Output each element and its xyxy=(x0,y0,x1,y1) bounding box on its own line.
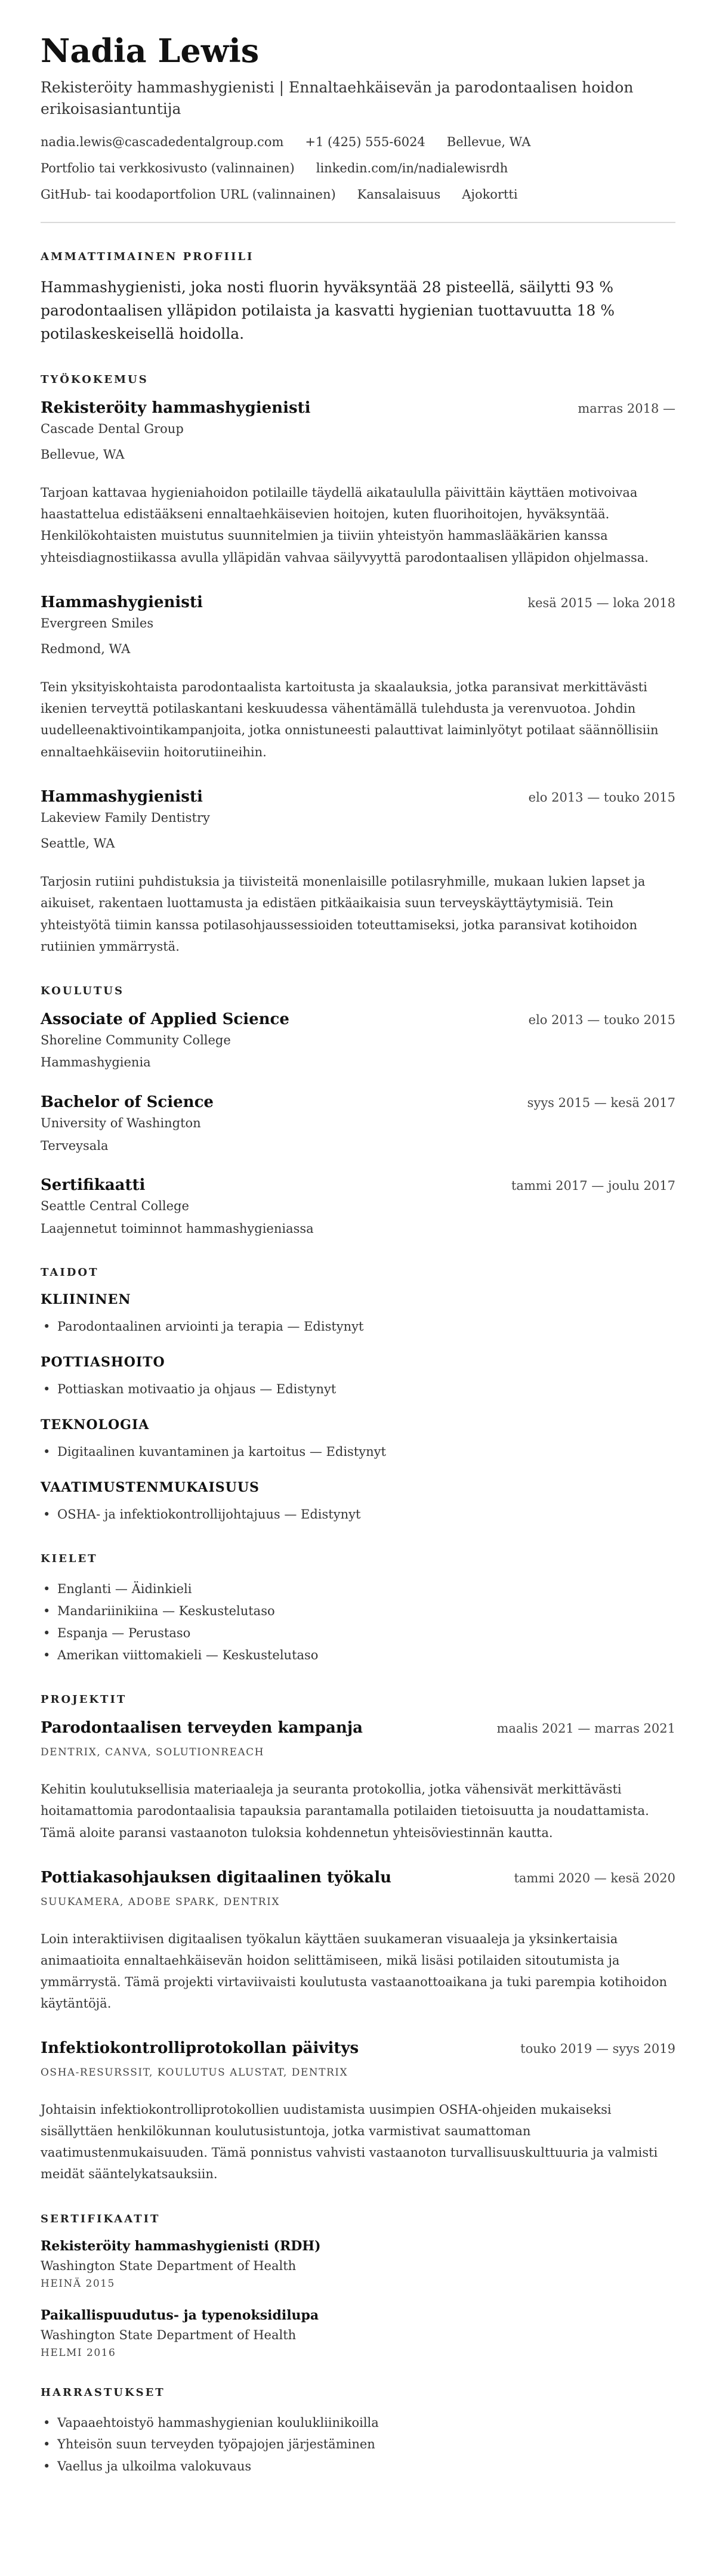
skill-group xyxy=(41,1480,675,1526)
certification-issuer: Washington State Department of Health xyxy=(41,2327,297,2342)
portfolio-link[interactable]: Portfolio tai verkkosivusto (valinnainen) xyxy=(41,161,295,176)
license-text: Ajokortti xyxy=(462,187,518,202)
skill-category: POTTIASHOITO xyxy=(41,1355,165,1371)
project-name: Infektiokontrolliprotokollan päivitys xyxy=(41,2039,359,2058)
job-title: Hammashygienisti xyxy=(41,593,203,611)
education-entry xyxy=(41,1176,675,1239)
company-name: Cascade Dental Group xyxy=(41,421,184,436)
school-name: Shoreline Community College xyxy=(41,1032,231,1047)
school-name: Seattle Central College xyxy=(41,1199,189,1214)
section-title: SERTIFIKAATIT xyxy=(41,2212,161,2225)
project-name: Pottiakasohjauksen digitaalinen työkalu xyxy=(41,1868,392,1887)
company-name: Lakeview Family Dentistry xyxy=(41,810,210,825)
language-item: • Englanti — Äidinkieli xyxy=(41,1578,675,1600)
job-description: Tarjoan kattavaa hygieniahoidon potilaille täydellä aikataululla päivittäin käyttäen motivoivaa haastattelua edistääkseni ennaltaehkäisevien hoitojen, kuten fluorihoitojen, hyväksyntää. Henkilökohtaisten muistutus suunnitelmien ja tiiviin yhteistyön hammaslääkärien kanssa yhteisdiagnostiikassa avulla ylläpidän vahvaa säilyvyyttä parodontaalisen ylläpidon ohjelmassa. xyxy=(41,485,649,565)
company-name: Evergreen Smiles xyxy=(41,616,154,630)
experience-entry xyxy=(41,399,675,568)
education-entry xyxy=(41,1093,675,1156)
links-row xyxy=(41,161,675,175)
field-of-study: Hammashygienia xyxy=(41,1055,151,1070)
linkedin-link[interactable]: linkedin.com/in/nadialewisrdh xyxy=(316,161,508,176)
header-divider xyxy=(41,222,675,223)
certification-name: Paikallispuudutus- ja typenoksidilupa xyxy=(41,2307,319,2323)
section-title: KIELET xyxy=(41,1553,98,1566)
resume-header xyxy=(41,33,675,202)
location-text: Bellevue, WA xyxy=(446,135,531,150)
experience-entry xyxy=(41,788,675,957)
project-entry xyxy=(41,1869,675,2014)
degree-title: Bachelor of Science xyxy=(41,1093,214,1111)
section-title: TAIDOT xyxy=(41,1266,99,1279)
project-entry xyxy=(41,2039,675,2185)
certification-entry xyxy=(41,2308,675,2359)
projects-section xyxy=(41,1693,675,2185)
job-title: Rekisteröity hammashygienisti xyxy=(41,398,311,417)
education-section xyxy=(41,985,675,1239)
section-title: TYÖKOKEMUS xyxy=(41,373,149,386)
skills-section xyxy=(41,1266,675,1525)
job-dates: marras 2018 — xyxy=(578,401,675,416)
job-location: Seattle, WA xyxy=(41,836,115,851)
phone-text: +1 (425) 555-6024 xyxy=(305,135,425,150)
certification-date: HELMI 2016 xyxy=(41,2346,116,2359)
language-item: • Espanja — Perustaso xyxy=(41,1622,675,1644)
citizenship-text: Kansalaisuus xyxy=(357,187,441,202)
section-title: AMMATTIMAINEN PROFIILI xyxy=(41,251,254,264)
skill-category: VAATIMUSTENMUKAISUUS xyxy=(41,1479,260,1495)
project-tech: DENTRIX, CANVA, SOLUTIONREACH xyxy=(41,1746,264,1759)
profile-section xyxy=(41,251,675,345)
education-entry xyxy=(41,1010,675,1073)
headline: Rekisteröity hammashygienisti | Ennaltaehkäisevän ja parodontaalisen hoidon erikoisasiantuntija xyxy=(41,79,634,117)
education-dates: tammi 2017 — joulu 2017 xyxy=(511,1179,675,1193)
skill-item: • OSHA- ja infektiokontrollijohtajuus — Edistynyt xyxy=(41,1504,675,1526)
experience-section xyxy=(41,373,675,957)
certification-issuer: Washington State Department of Health xyxy=(41,2258,297,2273)
hobby-item: • Vaellus ja ulkoilma valokuvaus xyxy=(41,2456,675,2478)
project-entry xyxy=(41,1719,675,1843)
candidate-name: Nadia Lewis xyxy=(41,32,260,70)
project-description: Johtaisin infektiokontrolliprotokollien uudistamista uusimpien OSHA-ohjeiden mukaiseksi sisällyttäen henkilökunnan koulutusistuntoja, jotka varmistivat saumattoman vaatimustenmukaisuuden. Tämä ponnistus vahvisti vastaanoton turvallisuuskulttuuria ja valmisti meidät sääntelykatsauksiin. xyxy=(41,2102,658,2182)
email-link[interactable]: nadia.lewis@cascadedentalgroup.com xyxy=(41,135,284,150)
languages-section xyxy=(41,1553,675,1666)
skill-item: • Pottiaskan motivaatio ja ohjaus — Edistynyt xyxy=(41,1378,675,1400)
hobby-item: • Vapaaehtoistyö hammashygienian koulukliinikoilla xyxy=(41,2412,675,2434)
project-description: Kehitin koulutuksellisia materiaaleja ja seuranta protokollia, jotka vähensivät merkittävästi hoitamattomia parodontaalisia tapauksia parantamalla potilaiden tietoisuutta ja noudattamista. Tämä aloite paransi vastaanoton tuloksia kohdennetun yhteisöviestinnän kautta. xyxy=(41,1782,649,1840)
section-title: KOULUTUS xyxy=(41,984,124,997)
skill-group xyxy=(41,1292,675,1338)
field-of-study: Laajennetut toiminnot hammashygieniassa xyxy=(41,1221,314,1236)
section-title: HARRASTUKSET xyxy=(41,2386,165,2399)
job-dates: elo 2013 — touko 2015 xyxy=(528,790,675,805)
degree-title: Associate of Applied Science xyxy=(41,1010,289,1028)
job-description: Tarjosin rutiini puhdistuksia ja tiivisteitä monenlaisille potilasryhmille, mukaan lukien lapset ja aikuiset, rakentaen luottamusta ja edistäen pitkäaikaisia suun terveyskäyttäytymisiä. Tein yhteistyötä tiimin kanssa potilasohjaussessioiden toteuttamiseksi, jotka paransivat kotihoidon rutiinien ymmärrystä. xyxy=(41,874,646,954)
education-dates: syys 2015 — kesä 2017 xyxy=(527,1095,675,1110)
certification-name: Rekisteröity hammashygienisti (RDH) xyxy=(41,2238,321,2254)
extra-row xyxy=(41,187,675,202)
skill-category: TEKNOLOGIA xyxy=(41,1417,150,1433)
skill-item: • Digitaalinen kuvantaminen ja kartoitus — Edistynyt xyxy=(41,1441,675,1463)
skill-group xyxy=(41,1355,675,1400)
experience-entry xyxy=(41,593,675,763)
project-tech: OSHA-RESURSSIT, KOULUTUS ALUSTAT, DENTRIX xyxy=(41,2067,348,2079)
job-title: Hammashygienisti xyxy=(41,787,203,806)
job-dates: kesä 2015 — loka 2018 xyxy=(527,595,675,610)
certification-entry xyxy=(41,2238,675,2290)
school-name: University of Washington xyxy=(41,1115,201,1130)
project-description: Loin interaktiivisen digitaalisen työkalun käyttäen suukameran visuaaleja ja yksinkertaisia animaatioita ennaltaehkäisevän hoidon selittämiseen, mikä lisäsi potilaiden sitoutumista ja ymmärrystä. Tämä projekti virtaviivaisti koulutusta vastaanottoaikana ja tuki parempia kotihoidon käytäntöjä. xyxy=(41,1931,668,2011)
project-tech: SUUKAMERA, ADOBE SPARK, DENTRIX xyxy=(41,1895,280,1908)
skill-item: • Parodontaalinen arviointi ja terapia — Edistynyt xyxy=(41,1316,675,1338)
project-dates: tammi 2020 — kesä 2020 xyxy=(514,1870,675,1885)
contact-row xyxy=(41,135,675,149)
project-dates: maalis 2021 — marras 2021 xyxy=(496,1721,675,1736)
project-name: Parodontaalisen terveyden kampanja xyxy=(41,1719,363,1737)
degree-title: Sertifikaatti xyxy=(41,1176,146,1195)
skill-category: KLIININEN xyxy=(41,1292,131,1308)
github-link[interactable]: GitHub- tai koodaportfolion URL (valinnainen) xyxy=(41,187,336,202)
language-item: • Mandariinikiina — Keskustelutaso xyxy=(41,1600,675,1622)
field-of-study: Terveysala xyxy=(41,1138,109,1153)
job-location: Redmond, WA xyxy=(41,642,131,657)
profile-summary: Hammashygienisti, joka nosti fluorin hyväksyntää 28 pisteellä, säilytti 93 % parodontaalisen ylläpidon potilaista ja kasvatti hygienian tuottavuutta 18 % potilaskeskeisellä hoidolla. xyxy=(41,279,615,342)
language-item: • Amerikan viittomakieli — Keskustelutaso xyxy=(41,1644,675,1666)
skill-group xyxy=(41,1417,675,1463)
section-title: PROJEKTIT xyxy=(41,1693,127,1706)
hobbies-section xyxy=(41,2386,675,2478)
certification-date: HEINÄ 2015 xyxy=(41,2277,115,2290)
certifications-section xyxy=(41,2213,675,2359)
project-dates: touko 2019 — syys 2019 xyxy=(520,2042,675,2057)
hobby-item: • Yhteisön suun terveyden työpajojen järjestäminen xyxy=(41,2433,675,2456)
job-location: Bellevue, WA xyxy=(41,447,125,462)
job-description: Tein yksityiskohtaista parodontaalista kartoitusta ja skaalauksia, jotka paransivat merkittävästi ikenien terveyttä potilaskantani keskuudessa vähentämällä tulehdusta ja verenvuotoa. Johdin uudelleenaktivointikampanjoita, jotka onnistuneesti palauttivat laiminlyötyt potilaat säännöllisiin ennaltaehkäiseviin hoitorutiineihin. xyxy=(41,680,659,759)
education-dates: elo 2013 — touko 2015 xyxy=(528,1012,675,1027)
